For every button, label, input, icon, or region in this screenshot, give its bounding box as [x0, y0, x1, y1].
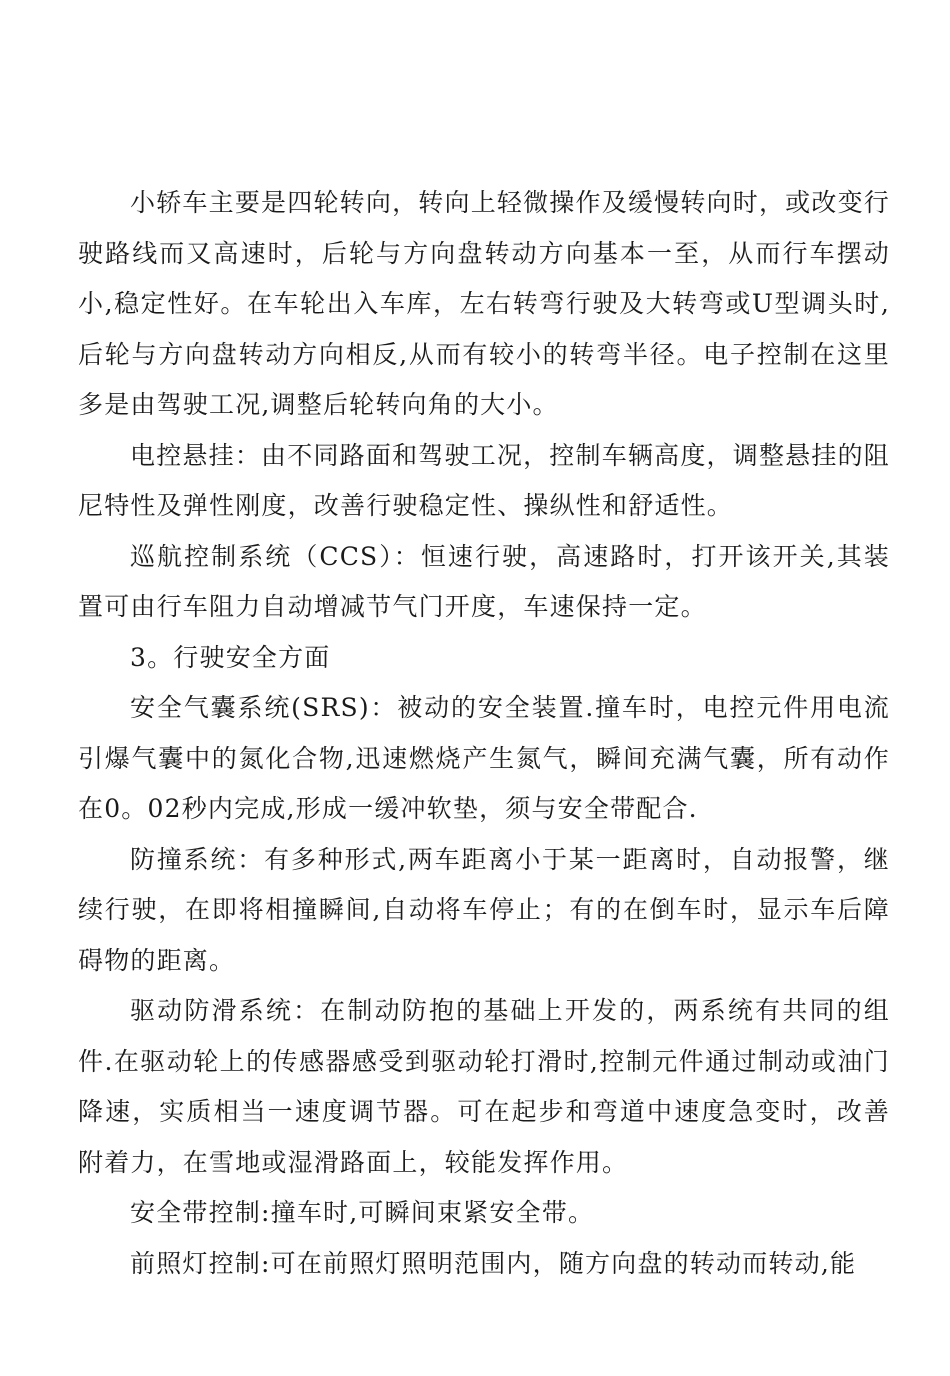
paragraph-seatbelt-control: 安全带控制:撞车时,可瞬间束紧安全带。 — [130, 1198, 595, 1227]
section-heading-driving-safety: 3。行驶安全方面 — [130, 642, 331, 672]
paragraph-traction-control: 驱动防滑系统：在制动防抱的基础上开发的，两系统有共同的组件.在驱动轮上的传感器感受到驱动轮打滑时,控制元件通过制动或油门降速，实质相当一速度调节器。可在起步和弯道中速度急变时，改善附着力，在雪地或湿滑路面上，较能发挥作用。 — [78, 996, 890, 1177]
paragraph-collision-avoidance: 防撞系统：有多种形式,两车距离小于某一距离时，自动报警，继续行驶，在即将相撞瞬间,自动将车停止；有的在倒车时，显示车后障碍物的距离。 — [78, 844, 890, 975]
document-body — [78, 178, 890, 1289]
paragraph-cruise-control: 巡航控制系统（CCS）：恒速行驶，高速路时，打开该开关,其装置可由行车阻力自动增减节气门开度，车速保持一定。 — [78, 541, 890, 621]
paragraph-four-wheel-steering: 小轿车主要是四轮转向，转向上轻微操作及缓慢转向时，或改变行驶路线而又高速时，后轮与方向盘转动方向基本一至，从而行车摆动小,稳定性好。在车轮出入车库，左右转弯行驶及大转弯或U型调头时,后轮与方向盘转动方向相反,从而有较小的转弯半径。电子控制在这里多是由驾驶工况,调整后轮转向角的大小。 — [78, 188, 890, 419]
paragraph-electronic-suspension: 电控悬挂：由不同路面和驾驶工况，控制车辆高度，调整悬挂的阻尼特性及弹性刚度，改善行驶稳定性、操纵性和舒适性。 — [78, 440, 890, 520]
paragraph-airbag-system: 安全气囊系统(SRS)：被动的安全装置.撞车时，电控元件用电流引爆气囊中的氮化合物,迅速燃烧产生氮气，瞬间充满气囊，所有动作在0。02秒内完成,形成一缓冲软垫，须与安全带配合. — [78, 693, 890, 823]
paragraph-headlight-control: 前照灯控制:可在前照灯照明范围内，随方向盘的转动而转动,能 — [130, 1248, 857, 1278]
